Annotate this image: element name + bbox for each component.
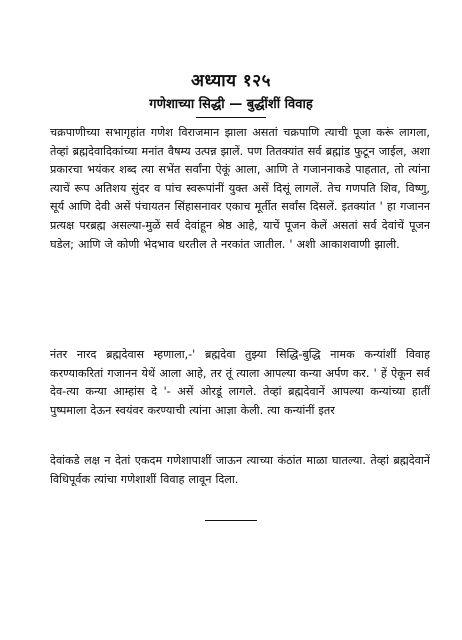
end-rule — [205, 520, 257, 521]
paragraph-3: देवांकडे लक्ष न देतां एकदम गणेशापाशीं जाऊन त्याच्या कंठांत माळा घातल्या. तेव्हां ब्रह्मदेवानें विधिपूर्वक त्यांचा गणेशाशीं विवाह लावून दिला. — [50, 454, 430, 486]
title-underline — [196, 117, 266, 118]
paragraph-2: नंतर नारद ब्रह्मदेवास म्हणाला,-' ब्रह्मदेवा तुझ्या सिद्धि-बुद्धि नामक कन्यांशीं विवाह करण्याकरितां गजानन येथें आला आहे, तर तूं त्याला आपल्या कन्या अर्पण कर. ' हें ऐकून सर्व देव-त्या कन्या आम्हांस दे '- असें ओरडूं लागले. तेव्हां ब्रह्मदेवानें आपल्या कन्यांच्या हातीं पुष्पमाला देऊन स्वयंवर करण्याची त्यांना आज्ञा केली. त्या कन्यांनीं इतर — [50, 348, 430, 417]
paragraph-1: चक्रपाणीच्या सभागृहांत गणेश विराजमान झाला असतां चक्रपाणि त्याची पूजा करूं लागला, तेव्हां ब्रह्मदेवादिकांच्या मनांत वैषम्य उत्पन्न झालें. पण तितक्यांत सर्व ब्रह्मांड फुटून जाईल, अशा प्रकारचा भयंकर शब्द त्या सभेंत सर्वांना ऐकूं आला, आणि ते गजाननाकडे पाहतात, तो त्यांना त्याचें रूप अतिशय सुंदर व पांच स्वरूपांनीं युक्त असें दिसूं लागलें. तेच गणपति शिव, विष्णु, सूर्य आणि देवी असें पंचायतन सिंहासनावर एकाच मूर्तीत सर्वांस दिसलें. इतक्यांत ' हा गजानन प्रत्यक्ष परब्रह्म असल्या-मुळें सर्व देवांहून श्रेष्ठ आहे, याचें पूजन केलें असतां सर्व देवांचें पूजन घडेल; आणि जे कोणी भेदभाव धरतील ते नरकांत जातील. ' अशी आकाशवाणी झाली. — [50, 126, 430, 251]
chapter-subtitle: गणेशाच्या सिद्धी — बुद्धींशीं विवाह — [149, 97, 313, 112]
chapter-title: अध्याय १२५ — [191, 71, 271, 91]
